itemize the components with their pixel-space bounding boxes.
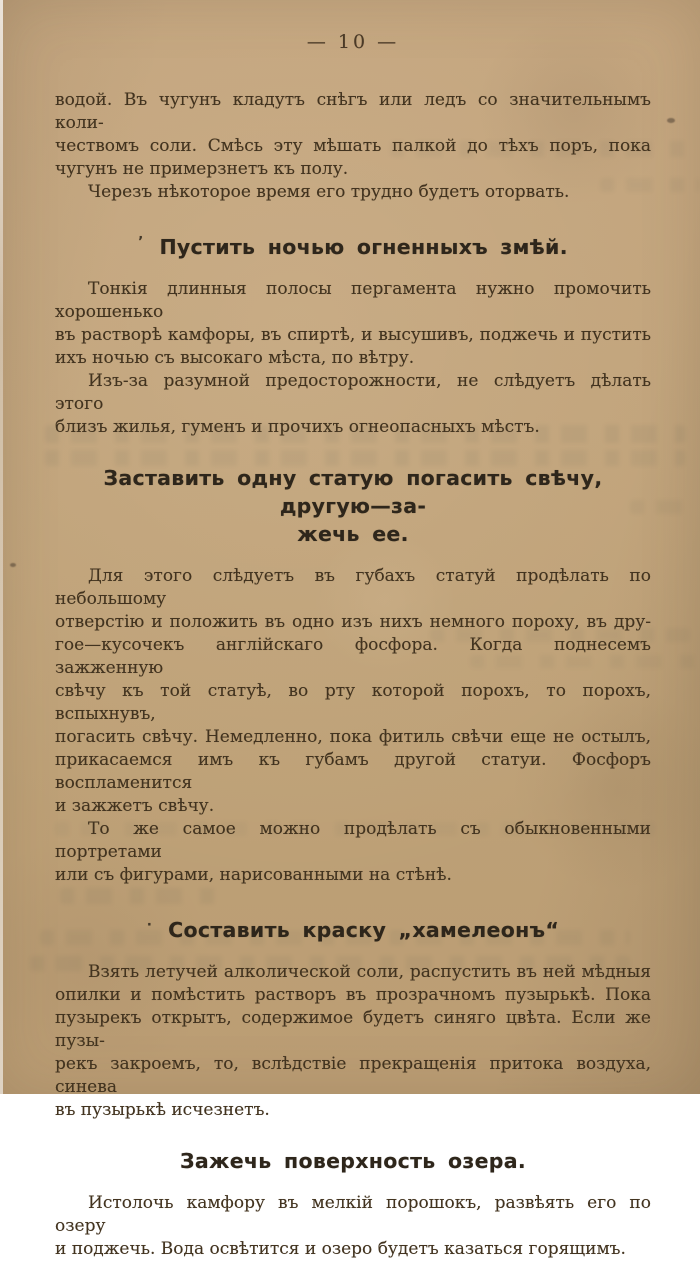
heading-line (55, 229, 651, 261)
heading-text: Составить краску „хамелеонъ“ (168, 918, 560, 942)
page-content-column (55, 0, 651, 1261)
heading-line (55, 520, 651, 548)
paragraph-line: пузырекъ открытъ, содержимое будетъ синяго цвѣта. Если же пузы- (55, 1008, 651, 1051)
section-heading (55, 229, 651, 261)
heading-line (55, 1147, 651, 1175)
paragraph-line: погасить свѣчу. Немедленно, пока фитиль свѣчи еще не остылъ, (55, 727, 651, 747)
paragraph-line: То же самое можно продѣлать съ обыкновенными портретами (55, 819, 651, 862)
paragraph (55, 1192, 651, 1261)
page-content (55, 89, 651, 1261)
stray-ink-mark: ’ (138, 235, 144, 250)
heading-line (55, 464, 651, 520)
paragraph-line: чугунъ не примерзнетъ къ полу. (55, 159, 349, 179)
paragraph-line: Тонкія длинныя полосы пергамента нужно промочить хорошенько (55, 279, 651, 322)
paragraph-line: прикасаемся имъ къ губамъ другой статуи. Фосфоръ воспламенится (55, 750, 651, 793)
paragraph-line: гое—кусочекъ англійскаго фосфора. Когда поднесемъ зажженную (55, 635, 651, 678)
paragraph-line: рекъ закроемъ, то, вслѣдствіе прекращенія притока воздуха, синева (55, 1054, 651, 1097)
paragraph-line: и поджечь. Вода освѣтится и озеро будетъ казаться горящимъ. (55, 1239, 626, 1259)
page-number: — 10 — (306, 31, 400, 53)
paragraph-line: водой. Въ чугунъ кладутъ снѣгъ или ледъ со значительнымъ коли- (55, 90, 651, 133)
heading-line (55, 912, 651, 944)
paragraph-line: ихъ ночью съ высокаго мѣста, по вѣтру. (55, 348, 415, 368)
paragraph (55, 370, 651, 439)
paragraph (55, 818, 651, 887)
paragraph-line: близъ жилья, гуменъ и прочихъ огнеопасныхъ мѣстъ. (55, 417, 540, 437)
paragraph (55, 181, 651, 204)
paragraph (55, 278, 651, 370)
paragraph-line: и зажжетъ свѣчу. (55, 796, 215, 816)
paragraph (55, 961, 651, 1122)
heading-text: Пустить ночью огненныхъ змѣй. (159, 235, 568, 259)
paragraph (55, 565, 651, 818)
paragraph-line: въ пузырькѣ исчезнетъ. (55, 1100, 270, 1120)
paragraph-line: въ растворѣ камфоры, въ спиртѣ, и высушивъ, поджечь и пустить (55, 325, 651, 345)
paragraph-line: или съ фигурами, нарисованными на стѣнѣ. (55, 865, 452, 885)
paragraph (55, 89, 651, 181)
heading-text: жечь ее. (297, 522, 409, 546)
paragraph-line: Изъ-за разумной предосторожности, не слѣдуетъ дѣлать этого (55, 371, 651, 414)
heading-text: Заставить одну статую погасить свѣчу, другую—за- (103, 466, 603, 518)
paragraph-line: свѣчу къ той статуѣ, во рту которой порохъ, то порохъ, вспыхнувъ, (55, 681, 651, 724)
paragraph-line: опилки и помѣстить растворъ въ прозрачномъ пузырькѣ. Пока (55, 985, 651, 1005)
section-heading (55, 912, 651, 944)
heading-text: Зажечь поверхность озера. (180, 1149, 526, 1173)
paragraph-line: Для этого слѣдуетъ въ губахъ статуй продѣлать по небольшому (55, 566, 651, 609)
section-heading (55, 1147, 651, 1175)
paragraph-line: отверстію и положить въ одно изъ нихъ немного пороху, въ дру- (55, 612, 651, 632)
ink-speck (10, 563, 16, 567)
paragraph-line: Взять летучей алколической соли, распустить въ ней мѣдныя (88, 962, 651, 982)
stray-ink-mark: · (146, 918, 153, 933)
ink-speck (667, 118, 675, 123)
paragraph-line: чествомъ соли. Смѣсь эту мѣшать палкой до тѣхъ поръ, пока (55, 136, 651, 156)
section-heading (55, 464, 651, 548)
paragraph-line: Черезъ нѣкоторое время его трудно будетъ оторвать. (88, 182, 570, 202)
paragraph-line: Истолочь камфору въ мелкій порошокъ, развѣять его по озеру (55, 1193, 651, 1236)
